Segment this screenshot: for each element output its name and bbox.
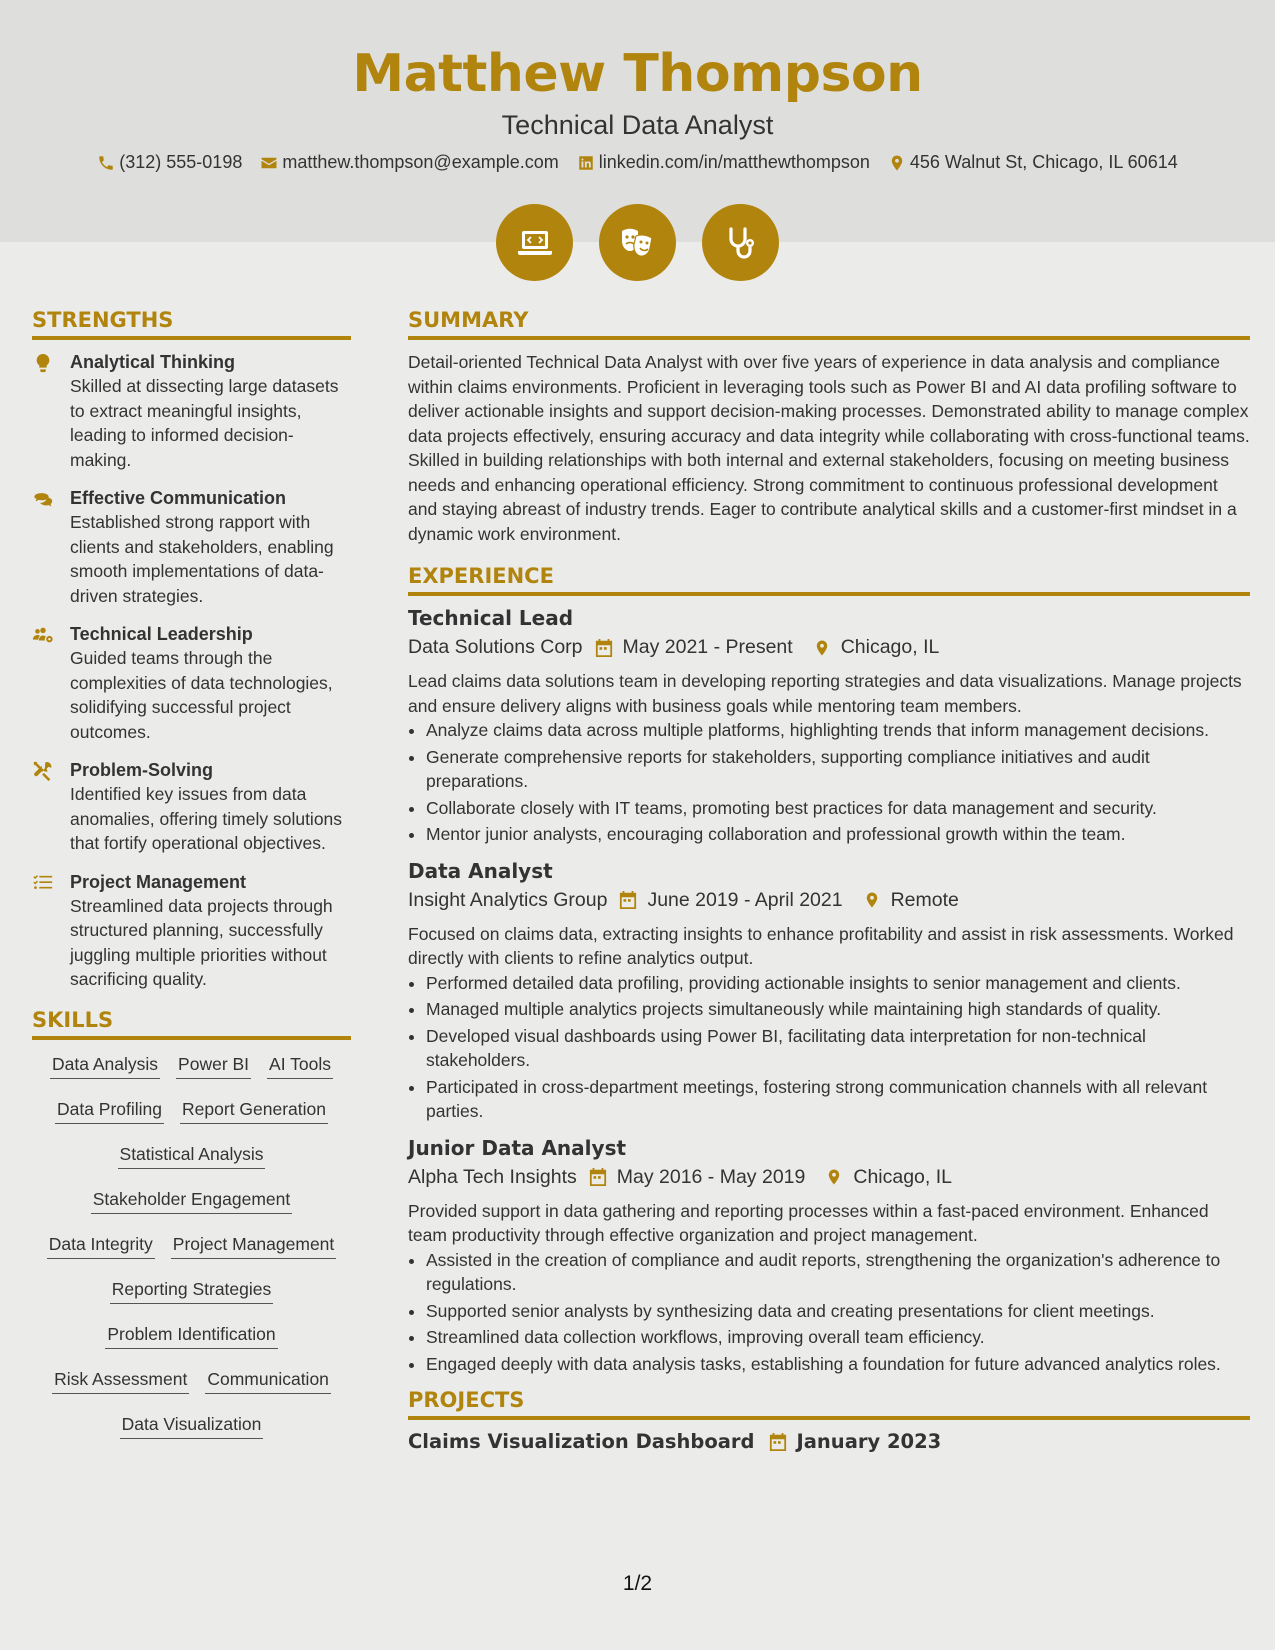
job-company: Insight Analytics Group (408, 888, 608, 911)
skill-tag: Project Management (171, 1230, 336, 1259)
job-bullet: • Managed multiple analytics projects simultaneously while maintaining high standards of quality. (426, 997, 1250, 1022)
skill-tag: Report Generation (180, 1095, 328, 1124)
skills-list (32, 1050, 351, 1455)
job-dates: May 2016 - May 2019 (616, 1165, 806, 1188)
job-location: Chicago, IL (853, 1165, 953, 1188)
job-description: Focused on claims data, extracting insights to enhance profitability and assist in risk assessments. Worked directly with clients to refine analytics output. (408, 923, 1234, 968)
job-meta (408, 1166, 1250, 1189)
skill-tag: Communication (205, 1365, 331, 1394)
strength-desc: Skilled at dissecting large datasets to extract meaningful insights, leading to informed decision-making. (70, 376, 339, 470)
email-text: matthew.thompson@example.com (282, 152, 559, 172)
map-marker-icon (813, 638, 831, 658)
job-title: Junior Data Analyst (408, 1135, 627, 1160)
projects-heading: PROJECTS (408, 1388, 1250, 1420)
strength-item (32, 622, 351, 744)
map-marker-icon (863, 890, 881, 910)
skill-tag: Stakeholder Engagement (91, 1185, 293, 1214)
job-entry (408, 859, 1250, 1124)
strength-name: Technical Leadership (70, 624, 253, 644)
contact-row (0, 152, 1275, 173)
project-date: January 2023 (796, 1430, 942, 1453)
job-entry (408, 606, 1250, 847)
skill-tag: Reporting Strategies (110, 1275, 274, 1304)
page-number: 1/2 (622, 1572, 653, 1595)
skill-tag: AI Tools (267, 1050, 333, 1079)
comments-icon (32, 488, 54, 510)
job-bullet: • Supported senior analysts by synthesizing data and creating presentations for client meetings. (426, 1299, 1250, 1324)
job-bullet: • Collaborate closely with IT teams, promoting best practices for data management and security. (426, 796, 1250, 821)
tools-icon (32, 760, 54, 782)
job-bullet: • Generate comprehensive reports for stakeholders, supporting compliance initiatives and audit preparations. (426, 745, 1250, 794)
skill-tag: Data Integrity (47, 1230, 155, 1259)
linkedin-text: linkedin.com/in/matthewthompson (598, 152, 870, 172)
linkedin-icon (577, 154, 595, 172)
map-marker-icon (888, 154, 906, 172)
interest-icons (0, 204, 1275, 281)
skill-tag: Statistical Analysis (118, 1140, 266, 1169)
job-meta (408, 636, 1250, 659)
candidate-name: Matthew Thompson (352, 44, 923, 104)
job-meta (408, 889, 1250, 912)
strength-item (32, 870, 351, 992)
strength-name: Problem-Solving (70, 760, 214, 780)
job-title: Data Analyst (408, 858, 553, 883)
skills-heading: SKILLS (32, 1008, 351, 1040)
job-company: Alpha Tech Insights (408, 1165, 577, 1188)
job-entry (408, 1136, 1250, 1377)
summary-text: Detail-oriented Technical Data Analyst with over five years of experience in data analysis and compliance within claims environments. Proficient in leveraging tools such as Power BI and AI data profiling software to deliver actionable insights and support decision-making processes. Demonstrated ability to manage complex data projects effectively, ensuring accuracy and data integrity while collaborating with cross-functional teams. Skilled in building relationships with both internal and external stakeholders, focusing on meeting business needs and enhancing operational efficiency. Strong commitment to continuous professional development and staying abreast of industry trends. Eager to contribute analytical skills and a customer-first mindset in a dynamic work environment. (408, 352, 1250, 544)
job-dates: June 2019 - April 2021 (647, 888, 843, 911)
job-bullets (408, 971, 1250, 1124)
envelope-icon (260, 154, 278, 172)
interest-circle-tech (496, 204, 573, 281)
skill-tag: Data Analysis (50, 1050, 160, 1079)
job-description: Lead claims data solutions team in developing reporting strategies and data visualizations. Manage projects and ensure delivery aligns with business goals while mentoring team members. (408, 671, 1242, 716)
job-bullets (408, 718, 1250, 847)
phone-icon (97, 154, 115, 172)
strengths-heading: STRENGTHS (32, 308, 351, 340)
job-bullet: • Engaged deeply with data analysis tasks, establishing a foundation for future advanced analytics roles. (426, 1352, 1250, 1377)
contact-address[interactable] (888, 152, 1178, 173)
calendar-icon (589, 1167, 607, 1187)
tasks-icon (32, 872, 54, 894)
interest-circle-medical (702, 204, 779, 281)
experience-heading: EXPERIENCE (408, 564, 1250, 596)
address-text: 456 Walnut St, Chicago, IL 60614 (909, 152, 1178, 172)
job-bullet: • Assisted in the creation of compliance and audit reports, strengthening the organization's adherence to regulations. (426, 1248, 1250, 1297)
summary-heading: SUMMARY (408, 308, 1250, 340)
strength-item (32, 486, 351, 608)
strength-desc: Streamlined data projects through structured planning, successfully juggling multiple priorities without sacrificing quality. (70, 895, 333, 989)
strength-item (32, 350, 351, 472)
strength-desc: Identified key issues from data anomalies, offering timely solutions that fortify operational objectives. (70, 784, 343, 853)
stethoscope-icon (721, 223, 761, 263)
contact-email[interactable] (260, 152, 558, 173)
contact-linkedin[interactable] (577, 152, 870, 173)
job-company: Data Solutions Corp (408, 636, 583, 658)
candidate-title: Technical Data Analyst (501, 110, 774, 140)
skill-tag: Power BI (176, 1050, 251, 1079)
skill-tag: Problem Identification (105, 1320, 277, 1349)
job-bullet: • Streamlined data collection workflows, improving overall team efficiency. (426, 1325, 1250, 1350)
job-title: Technical Lead (408, 606, 574, 630)
theater-masks-icon (618, 223, 658, 263)
project-name: Claims Visualization Dashboard (408, 1430, 755, 1453)
job-bullet: • Participated in cross-department meetings, fostering strong communication channels with all relevant parties. (426, 1075, 1250, 1124)
skill-tag: Risk Assessment (52, 1365, 189, 1394)
job-description: Provided support in data gathering and reporting processes within a fast-paced environment. Enhanced team productivity through effective organization and project management. (408, 1200, 1209, 1245)
strength-desc: Established strong rapport with clients and stakeholders, enabling smooth implementations of data-driven strategies. (70, 512, 334, 606)
phone-text: (312) 555-0198 (119, 152, 243, 172)
left-column (32, 308, 351, 1455)
job-bullet: • Performed detailed data profiling, providing actionable insights to senior management and clients. (426, 971, 1250, 996)
job-location: Remote (890, 888, 959, 911)
strength-item (32, 758, 351, 856)
strength-name: Analytical Thinking (70, 352, 236, 372)
strength-name: Project Management (70, 871, 247, 892)
users-cog-icon (32, 624, 54, 646)
laptop-code-icon (515, 223, 555, 263)
calendar-icon (595, 638, 613, 658)
interest-circle-theater (599, 204, 676, 281)
job-bullets (408, 1248, 1250, 1377)
calendar-icon (769, 1432, 787, 1452)
skill-tag: Data Profiling (55, 1095, 164, 1124)
calendar-icon (619, 890, 637, 910)
contact-phone[interactable] (97, 152, 242, 173)
project-entry (408, 1430, 1250, 1453)
lightbulb-icon (32, 352, 54, 374)
strength-name: Effective Communication (70, 488, 287, 508)
skill-tag: Data Visualization (120, 1410, 264, 1439)
job-dates: May 2021 - Present (622, 636, 793, 658)
job-location: Chicago, IL (840, 636, 940, 658)
job-bullet: • Mentor junior analysts, encouraging collaboration and professional growth within the team. (426, 822, 1250, 847)
job-bullet: • Developed visual dashboards using Power BI, facilitating data interpretation for non-technical stakeholders. (426, 1024, 1250, 1073)
job-bullet: • Analyze claims data across multiple platforms, highlighting trends that inform management decisions. (426, 718, 1250, 743)
strength-desc: Guided teams through the complexities of data technologies, solidifying successful project outcomes. (70, 648, 333, 742)
right-column (408, 308, 1250, 1453)
map-marker-icon (825, 1167, 843, 1187)
